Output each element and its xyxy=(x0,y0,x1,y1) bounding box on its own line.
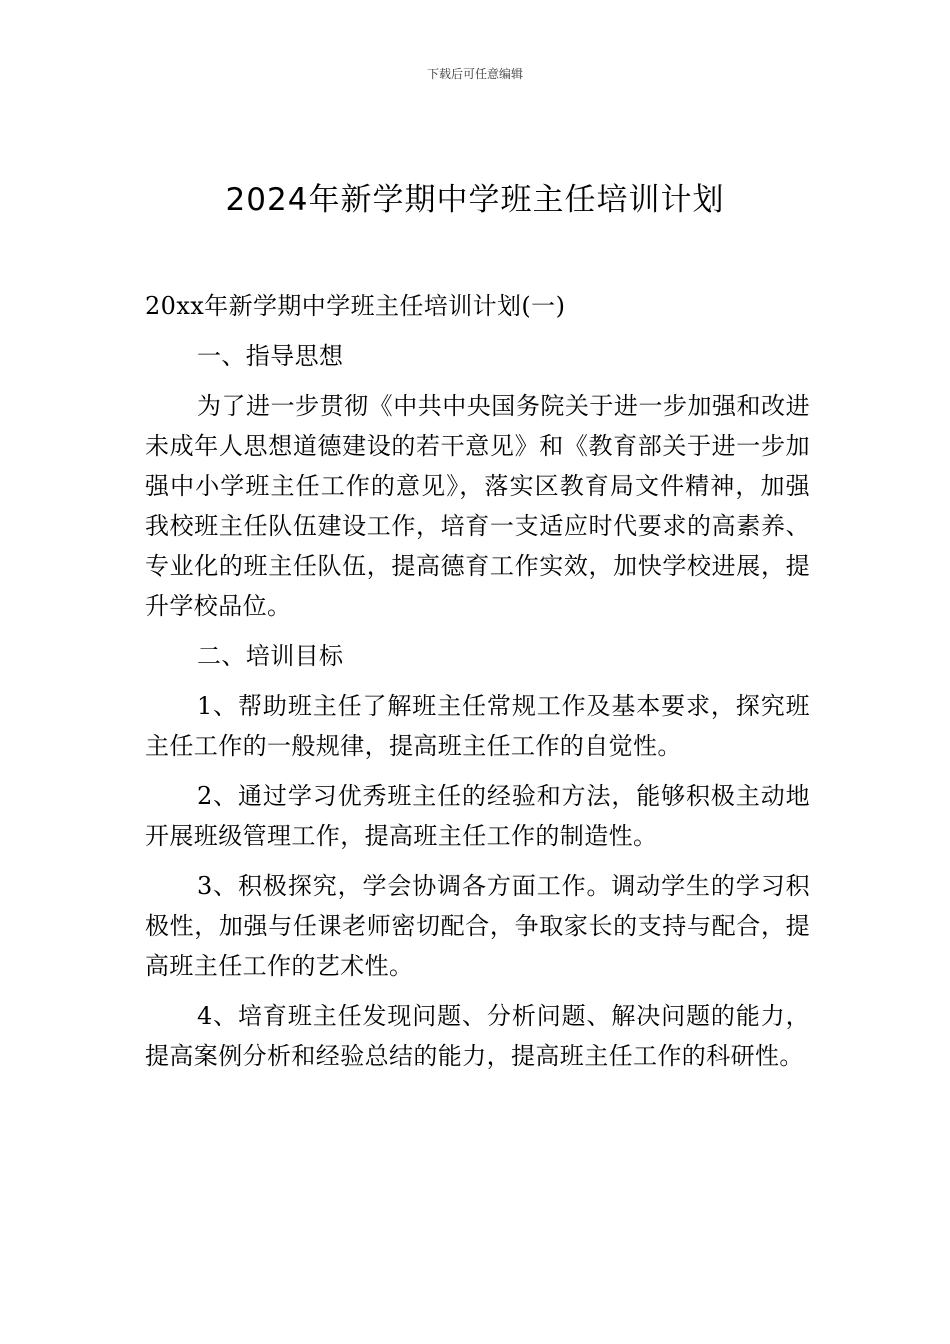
goal-item-4: 4、培育班主任发现问题、分析问题、解决问题的能力，提高案例分析和经验总结的能力，提高班主任工作的科研性。 xyxy=(145,1002,810,1070)
goal-item-3: 3、积极探究，学会协调各方面工作。调动学生的学习积极性，加强与任课老师密切配合，争取家长的支持与配合，提高班主任工作的艺术性。 xyxy=(145,872,810,980)
heading-training-goals: 二、培训目标 xyxy=(197,642,344,670)
section-subtitle: 20xx年新学期中学班主任培训计划(一) xyxy=(145,292,566,320)
goal-item-2: 2、通过学习优秀班主任的经验和方法，能够积极主动地开展班级管理工作，提高班主任工作的制造性。 xyxy=(145,782,810,850)
paragraph-guiding-ideology: 为了进一步贯彻《中共中央国务院关于进一步加强和改进未成年人思想道德建设的若干意见》和《教育部关于进一步加强中小学班主任工作的意见》，落实区教育局文件精神，加强我校班主任队伍建设工作，培育一支适应时代要求的高素养、专业化的班主任队伍，提高德育工作实效，加快学校进展，提升学校品位。 xyxy=(145,392,810,620)
header-note: 下载后可任意编辑 xyxy=(426,67,523,81)
heading-guiding-ideology: 一、指导思想 xyxy=(197,342,344,370)
goal-item-1: 1、帮助班主任了解班主任常规工作及基本要求，探究班主任工作的一般规律，提高班主任工作的自觉性。 xyxy=(145,692,810,760)
document-title: 2024年新学期中学班主任培训计划 xyxy=(225,182,725,218)
document-body xyxy=(145,281,810,1081)
